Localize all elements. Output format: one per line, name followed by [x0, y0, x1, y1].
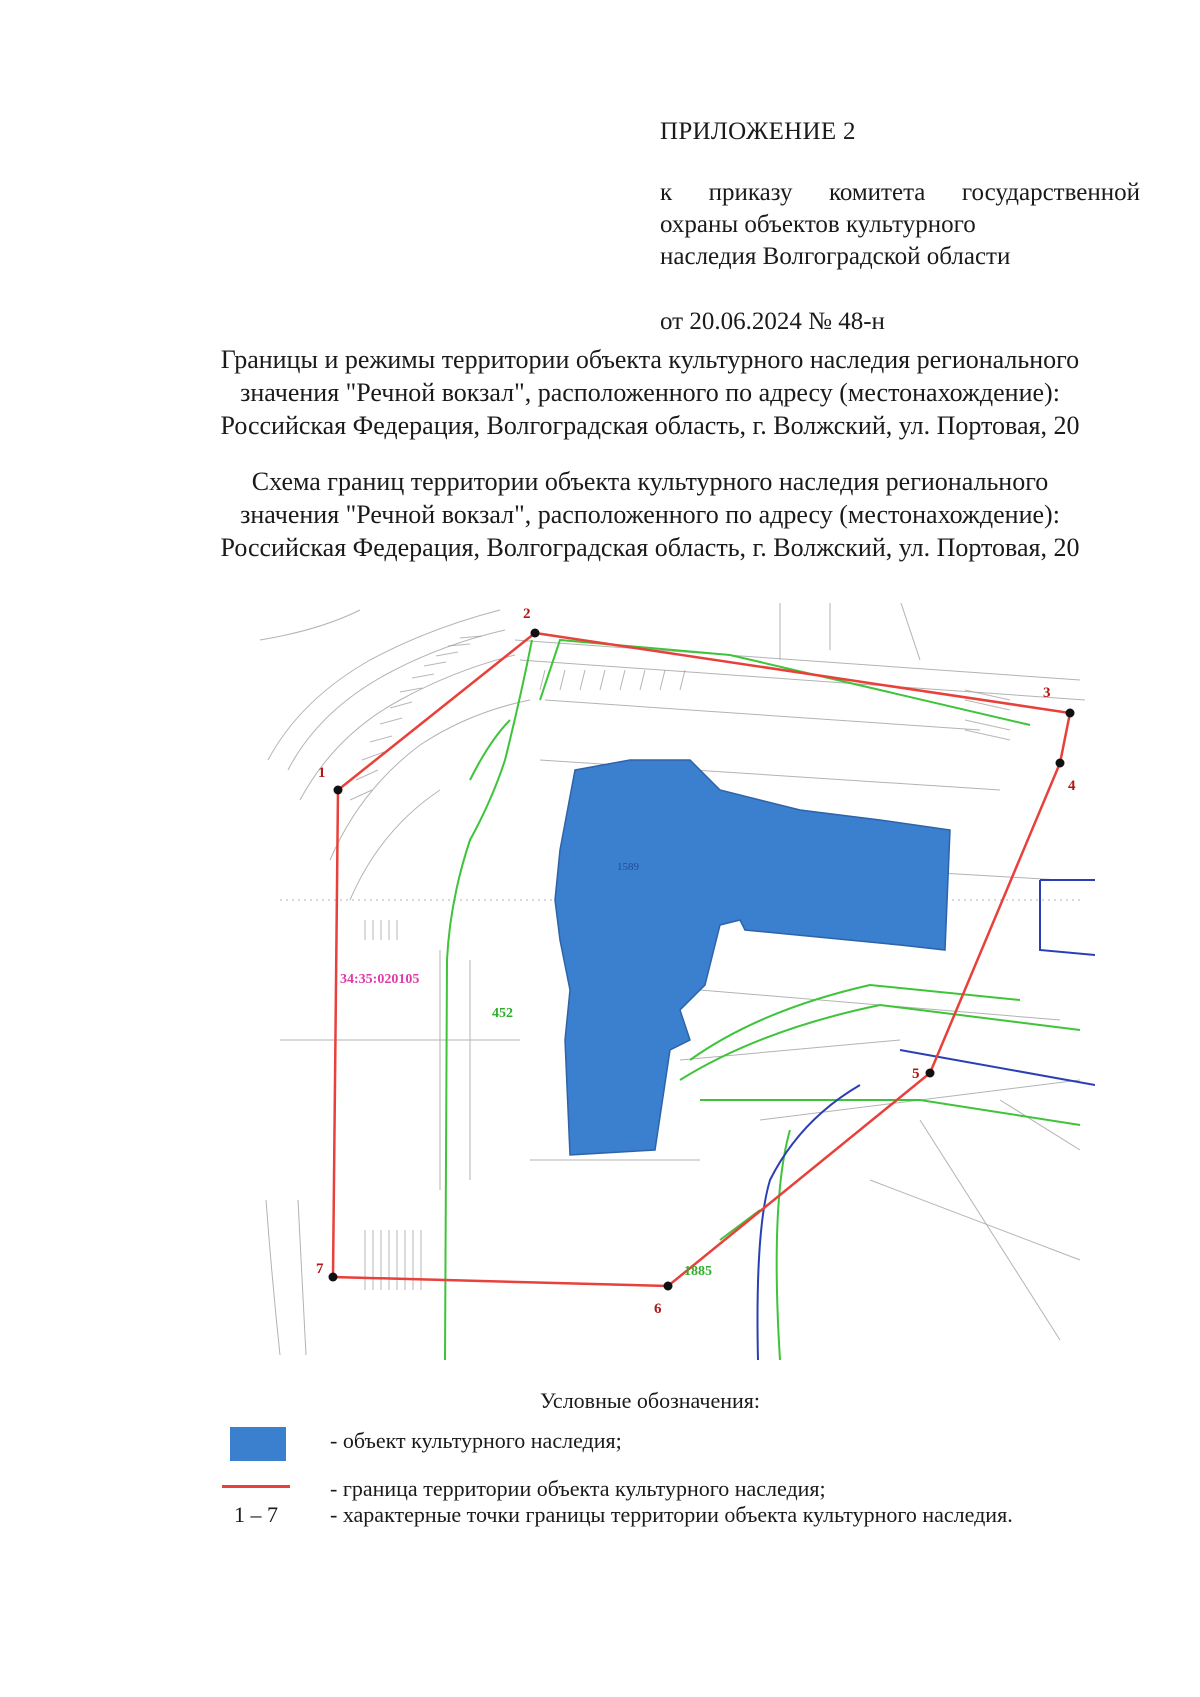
building-label: 1589	[617, 861, 639, 873]
heading-line: Российская Федерация, Волгоградская область, г. Волжский, ул. Портовая, 20	[220, 411, 1080, 440]
appendix-line-2: охраны объектов культурного	[660, 211, 976, 238]
boundary-point-1	[334, 786, 343, 795]
order-date-number: от 20.06.2024 № 48-н	[660, 308, 885, 335]
cadastral-block-label: 34:35:020105	[340, 972, 420, 987]
point-label-7: 7	[316, 1261, 324, 1277]
heading-line: Российская Федерация, Волгоградская область, г. Волжский, ул. Портовая, 20	[220, 533, 1080, 562]
appendix-word: комитета	[828, 179, 926, 206]
boundary-point-3	[1066, 709, 1075, 718]
boundaries-heading	[150, 343, 1150, 442]
scheme-heading	[150, 465, 1150, 564]
appendix-word: к	[660, 179, 673, 206]
heading-line: Границы и режимы территории объекта культурного наследия регионального	[220, 345, 1080, 374]
parcel-label: 452	[492, 1006, 513, 1021]
appendix-reference	[660, 177, 1140, 273]
legend-boundary-line	[222, 1485, 290, 1488]
legend-object-swatch	[230, 1427, 286, 1461]
heading-line: значения "Речной вокзал", расположенного по адресу (местонахождение):	[240, 378, 1060, 407]
boundary-point-7	[329, 1273, 338, 1282]
boundary-scheme-map	[233, 603, 1095, 1360]
point-label-4: 4	[1068, 778, 1076, 794]
appendix-line-3: наследия Волгоградской области	[660, 243, 1011, 270]
legend-boundary-text: - граница территории объекта культурного наследия;	[330, 1476, 826, 1501]
appendix-word: приказу	[708, 179, 793, 206]
legend-object-text: - объект культурного наследия;	[330, 1428, 622, 1453]
heading-line: значения "Речной вокзал", расположенного по адресу (местонахождение):	[240, 500, 1060, 529]
point-label-5: 5	[912, 1066, 920, 1082]
appendix-word: государственной	[961, 179, 1140, 206]
boundary-point-6	[664, 1282, 673, 1291]
appendix-line-1	[660, 177, 1140, 209]
heading-line: Схема границ территории объекта культурного наследия регионального	[251, 467, 1049, 496]
legend-points-range: 1 – 7	[234, 1502, 278, 1527]
legend-points-text: - характерные точки границы территории объекта культурного наследия.	[330, 1502, 1013, 1527]
point-label-3: 3	[1043, 685, 1051, 701]
point-label-1: 1	[318, 765, 326, 781]
boundary-point-2	[531, 629, 540, 638]
point-label-2: 2	[523, 606, 531, 622]
boundary-point-5	[926, 1069, 935, 1078]
legend-title: Условные обозначения:	[540, 1388, 761, 1413]
point-label-6: 6	[654, 1301, 662, 1317]
parcel-label: 1885	[684, 1264, 712, 1279]
boundary-point-4	[1056, 759, 1065, 768]
appendix-title: ПРИЛОЖЕНИЕ 2	[660, 118, 856, 145]
